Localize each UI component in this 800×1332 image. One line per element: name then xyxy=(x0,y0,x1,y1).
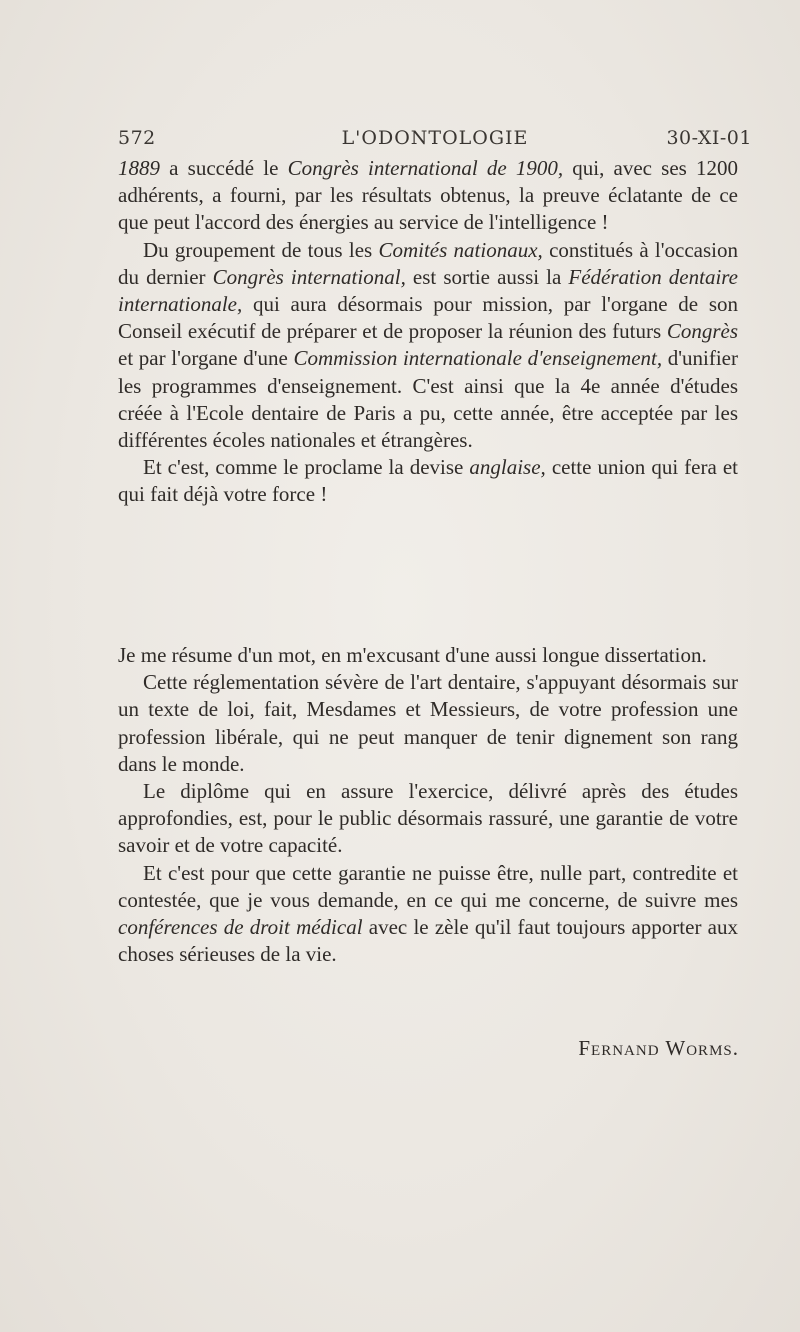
text-run: Le diplôme qui en assure l'exercice, délivré après des études approfondies, est, pour le public désormais rassuré, une garantie de votre savoir et de votre capacité. xyxy=(118,779,738,858)
italic-text: Congrès international, xyxy=(212,264,406,289)
text-run: avec le zèle qu'il faut toujours apporter aux choses sérieuses de la vie. xyxy=(118,915,738,967)
italic-text: Congrès xyxy=(666,319,738,344)
paragraph xyxy=(118,860,738,969)
paragraph xyxy=(118,669,738,778)
paragraph xyxy=(118,155,738,237)
text-run: cette union qui fera et qui fait déjà votre force ! xyxy=(118,455,738,507)
text-run: Et c'est pour que cette garantie ne puisse être, nulle part, contredite et contestée, que je vous demande, en ce qui me concerne, de suivre mes xyxy=(118,860,738,912)
italic-text: conférences de droit médical xyxy=(118,915,363,940)
italic-text: Comités nationaux, xyxy=(378,237,543,262)
text-run: Je me résume d'un mot, en m'excusant d'une aussi longue dissertation. xyxy=(118,643,707,667)
text-run: d'unifier les programmes d'enseignement. C'est ainsi que la 4e année d'études créée à l'Ecole dentaire de Paris a pu, cette année, être acceptée par les différentes écoles nationales et étrangères. xyxy=(118,346,738,453)
text-run: qui aura désormais pour mission, par l'organe de son Conseil exécutif de préparer et de proposer la réunion des futurs xyxy=(118,292,738,344)
text-run: qui, avec ses 1200 adhérents, a fourni, par les résultats obtenus, la preuve éclatante de ce que peut l'accord des énergies au service de l'intelligence ! xyxy=(118,156,738,235)
text-block-1 xyxy=(118,155,738,509)
italic-text: anglaise, xyxy=(469,455,546,480)
text-run: Cette réglementation sévère de l'art dentaire, s'appuyant désormais sur un texte de loi, fait, Mesdames et Messieurs, de votre profession une profession libérale, qui ne peut manquer de tenir dignement son rang dans le monde. xyxy=(118,670,738,776)
author-signature: Fernand Worms. xyxy=(578,1036,739,1060)
running-header xyxy=(118,127,752,153)
page-number: 572 xyxy=(118,127,156,149)
paragraph xyxy=(118,778,738,860)
italic-text: 1889 xyxy=(118,156,160,180)
text-run: et par l'organe d'une xyxy=(118,346,294,371)
text-block-2 xyxy=(118,642,738,968)
journal-title: L'ODONTOLOGIE xyxy=(341,127,529,149)
italic-text: Commission internationale d'enseignement, xyxy=(293,346,663,371)
text-run: constitués à l'occasion du dernier xyxy=(118,237,738,289)
text-run: a succédé le xyxy=(160,156,288,180)
paragraph xyxy=(118,642,738,669)
text-run: est sortie aussi la xyxy=(405,264,569,289)
issue-date: 30-XI-01 xyxy=(666,127,752,149)
paragraph xyxy=(118,454,738,508)
text-run: Du groupement de tous les xyxy=(143,237,379,262)
text-run: Et c'est, comme le proclame la devise xyxy=(143,455,470,480)
paragraph xyxy=(118,237,738,455)
italic-text: Fédération dentaire internationale, xyxy=(118,264,739,317)
italic-text: Congrès international de 1900, xyxy=(287,156,564,180)
